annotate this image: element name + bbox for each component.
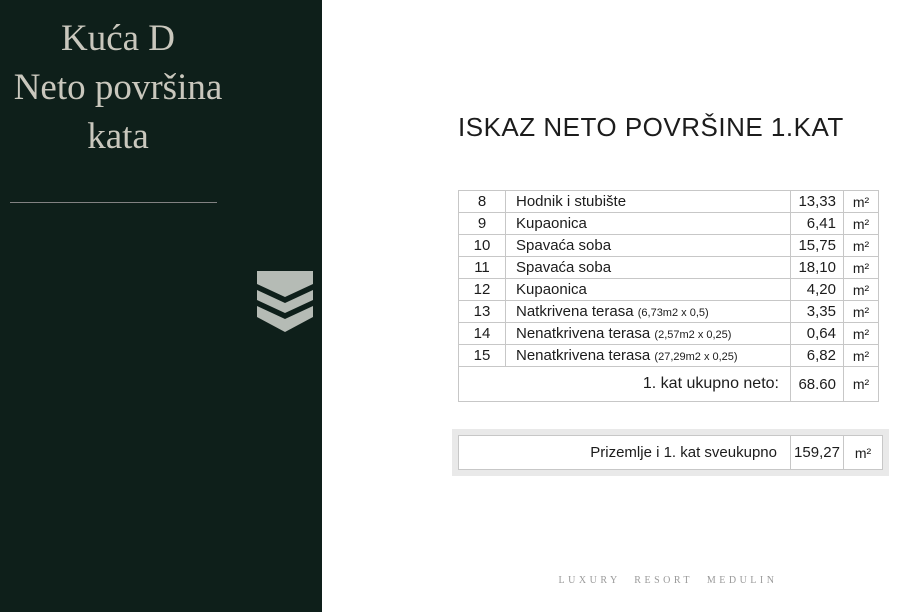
total-unit: m² bbox=[844, 367, 879, 402]
row-number: 15 bbox=[459, 345, 506, 367]
area-unit: m² bbox=[844, 213, 879, 235]
sidebar-divider bbox=[10, 202, 217, 203]
sidebar-title bbox=[0, 14, 236, 161]
summary-row bbox=[458, 435, 883, 470]
room-name: Nenatkrivena terasa bbox=[516, 325, 651, 342]
page-title: ISKAZ NETO POVRŠINE 1.KAT bbox=[458, 112, 844, 142]
row-number: 12 bbox=[459, 279, 506, 301]
footer-text: LUXURY RESORT MEDULIN bbox=[558, 575, 778, 586]
room-name-cell bbox=[506, 213, 791, 235]
area-value: 0,64 bbox=[791, 323, 844, 345]
row-number: 8 bbox=[459, 191, 506, 213]
area-value: 15,75 bbox=[791, 235, 844, 257]
area-table bbox=[458, 190, 879, 402]
summary-label: Prizemlje i 1. kat sveukupno bbox=[590, 444, 777, 461]
table-row bbox=[459, 191, 879, 213]
table-total-row bbox=[459, 367, 879, 402]
room-name-cell bbox=[506, 301, 791, 323]
table-row bbox=[459, 323, 879, 345]
area-unit: m² bbox=[844, 257, 879, 279]
room-note: (27,29m2 x 0,25) bbox=[654, 351, 738, 363]
summary-unit: m² bbox=[854, 444, 872, 461]
sidebar bbox=[0, 0, 322, 612]
table-row bbox=[459, 301, 879, 323]
room-name: Kupaonica bbox=[516, 281, 587, 298]
room-name: Spavaća soba bbox=[516, 237, 612, 254]
total-value: 68.60 bbox=[791, 367, 844, 402]
summary-value: 159,27 bbox=[790, 436, 844, 469]
area-unit: m² bbox=[844, 301, 879, 323]
room-name: Natkrivena terasa bbox=[516, 303, 634, 320]
row-number: 13 bbox=[459, 301, 506, 323]
room-name: Spavaća soba bbox=[516, 259, 612, 276]
area-unit: m² bbox=[844, 323, 879, 345]
row-number: 11 bbox=[459, 257, 506, 279]
room-note: (6,73m2 x 0,5) bbox=[637, 307, 709, 319]
area-unit: m² bbox=[844, 279, 879, 301]
room-name-cell bbox=[506, 279, 791, 301]
sidebar-title-line: Kuća D bbox=[60, 18, 176, 59]
area-value: 18,10 bbox=[791, 257, 844, 279]
row-number: 10 bbox=[459, 235, 506, 257]
area-unit: m² bbox=[844, 191, 879, 213]
area-value: 13,33 bbox=[791, 191, 844, 213]
table-row bbox=[459, 235, 879, 257]
total-label: 1. kat ukupno neto: bbox=[459, 367, 791, 402]
area-value: 6,41 bbox=[791, 213, 844, 235]
area-value: 3,35 bbox=[791, 301, 844, 323]
sidebar-title-line: kata bbox=[87, 116, 149, 157]
area-unit: m² bbox=[844, 235, 879, 257]
table-row bbox=[459, 279, 879, 301]
table-row bbox=[459, 345, 879, 367]
area-value: 6,82 bbox=[791, 345, 844, 367]
room-name: Nenatkrivena terasa bbox=[516, 347, 651, 364]
room-note: (2,57m2 x 0,25) bbox=[654, 329, 732, 341]
sidebar-title-line: Neto površina bbox=[13, 67, 223, 108]
chevron-logo-icon bbox=[257, 271, 313, 333]
room-name-cell bbox=[506, 323, 791, 345]
table-row bbox=[459, 213, 879, 235]
table-row bbox=[459, 257, 879, 279]
room-name-cell bbox=[506, 345, 791, 367]
area-value: 4,20 bbox=[791, 279, 844, 301]
row-number: 14 bbox=[459, 323, 506, 345]
room-name-cell bbox=[506, 191, 791, 213]
room-name-cell bbox=[506, 257, 791, 279]
row-number: 9 bbox=[459, 213, 506, 235]
room-name: Kupaonica bbox=[516, 215, 587, 232]
room-name-cell bbox=[506, 235, 791, 257]
room-name: Hodnik i stubište bbox=[516, 193, 627, 210]
area-unit: m² bbox=[844, 345, 879, 367]
summary-table bbox=[452, 429, 889, 476]
